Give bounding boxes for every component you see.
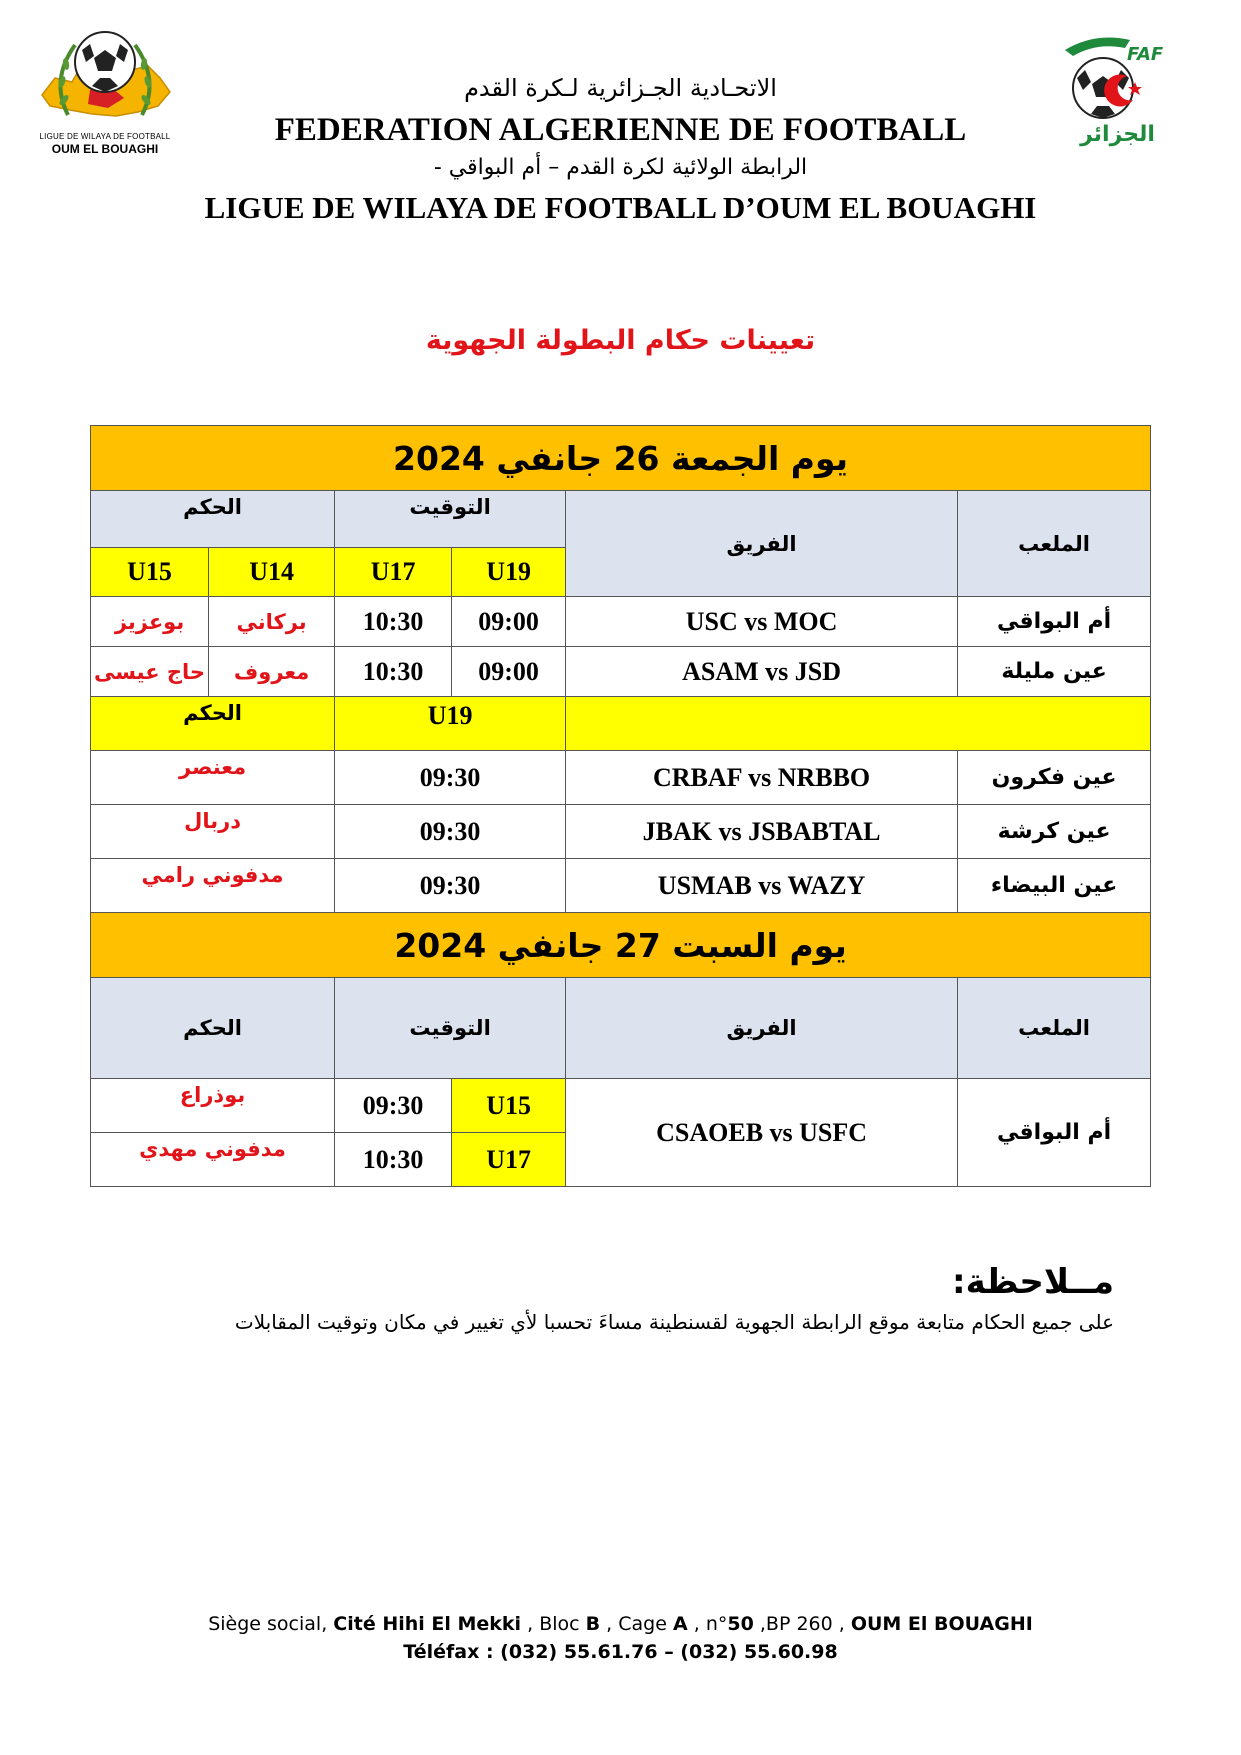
stadium-cell: عين فكرون [958,751,1151,805]
group2-referee-header: الحكم [91,697,335,751]
category-cell: U15 [452,1079,566,1133]
referee-cell: بركاني [209,597,335,647]
match-cell: JBAK vs JSBABTAL [566,805,958,859]
category-u14: U14 [209,548,335,597]
stadium-cell: عين كرشة [958,805,1151,859]
day-row [91,426,1151,491]
footer-cage-label: Cage [618,1613,667,1635]
referee-cell: بوذراع [91,1079,335,1133]
table-row [91,805,1151,859]
table-row [91,751,1151,805]
league-logo-caption-1: LIGUE DE WILAYA DE FOOTBALL [39,132,171,141]
footer-address: Siège social, Cité Hihi El Mekki , Bloc B , Cage A , n°50 ,BP 260 , OUM El BOUAGHI [208,1613,1033,1635]
group2-empty-cell [566,697,1151,751]
header-row [91,978,1151,1079]
time-cell: 09:00 [452,647,566,697]
footer-num-label: n° [705,1613,728,1635]
referee-cell: بوعزيز [91,597,209,647]
header-referee: الحكم [91,978,335,1079]
stadium-cell: أم البواقي [958,597,1151,647]
federation-logo-caption: الجزائر [1080,122,1155,147]
referee-assignment-table [90,425,1151,1187]
footer-bloc: B [585,1613,601,1635]
day2-label: يوم السبت 27 جانفي 2024 [91,913,1151,978]
note-text: على جميع الحكام متابعة موقع الرابطة الجهوية لقسنطينة مساءَ تحسبا لأي تغيير في مكان وتوقيت المقابلات [234,1310,1114,1334]
footer-bp: BP 260 [765,1613,833,1635]
time-cell: 09:30 [335,805,566,859]
league-name-french: LIGUE DE WILAYA DE FOOTBALL D’OUM EL BOUAGHI [204,190,1037,225]
time-cell: 10:30 [335,597,452,647]
footer-city: OUM El BOUAGHI [850,1613,1033,1635]
header-referee: الحكم [91,491,335,548]
table-row [91,859,1151,913]
referee-cell: مدفوني مهدي [91,1133,335,1187]
referee-cell: مدفوني رامي [91,859,335,913]
faf-mark: FAF [1127,44,1164,65]
time-cell: 09:00 [452,597,566,647]
header-time: التوقيت [335,978,566,1079]
footer-siege-label: Siège social, [208,1613,328,1635]
header-team: الفريق [566,978,958,1079]
header-row [91,491,1151,548]
document-title: تعيينات حكام البطولة الجهوية [425,325,816,356]
header-stadium: الملعب [958,978,1151,1079]
footer-num: 50 [727,1613,754,1635]
league-name-arabic: الرابطة الولائية لكرة القدم – أم البواقي - [433,155,808,180]
footer-bloc-label: Bloc [539,1613,580,1635]
table-row [91,647,1151,697]
table-row [91,597,1151,647]
category-u15: U15 [91,548,209,597]
category-cell: U17 [452,1133,566,1187]
footer-cage: A [672,1613,688,1635]
referee-cell: معروف [209,647,335,697]
time-cell: 09:30 [335,859,566,913]
match-cell: USMAB vs WAZY [566,859,958,913]
league-logo-caption-2: OUM EL BOUAGHI [51,142,159,156]
stadium-cell: عين مليلة [958,647,1151,697]
day-row [91,913,1151,978]
time-cell: 10:30 [335,647,452,697]
header-time: التوقيت [335,491,566,548]
category-u17: U17 [335,548,452,597]
category-u19: U19 [452,548,566,597]
table-row [91,1079,1151,1133]
time-cell: 09:30 [335,751,566,805]
stadium-cell: أم البواقي [958,1079,1151,1187]
header-team: الفريق [566,491,958,597]
referee-cell: معنصر [91,751,335,805]
day1-label: يوم الجمعة 26 جانفي 2024 [91,426,1151,491]
category-row [91,697,1151,751]
match-cell: USC vs MOC [566,597,958,647]
footer-cite: Cité Hihi El Mekki [333,1613,522,1635]
federation-name-arabic: الاتحـادية الجـزائرية لـكرة القدم [464,74,777,102]
note-heading: مــلاحظة: [952,1262,1114,1302]
federation-name-french: FEDERATION ALGERIENNE DE FOOTBALL [274,112,967,148]
time-cell: 10:30 [335,1133,452,1187]
match-cell: ASAM vs JSD [566,647,958,697]
referee-cell: حاج عيسى [91,647,209,697]
footer-telefax: Téléfax : (032) 55.61.76 – (032) 55.60.98 [403,1641,838,1663]
match-cell: CSAOEB vs USFC [566,1079,958,1187]
match-cell: CRBAF vs NRBBO [566,751,958,805]
group2-category: U19 [335,697,566,751]
stadium-cell: عين البيضاء [958,859,1151,913]
header-stadium: الملعب [958,491,1151,597]
time-cell: 09:30 [335,1079,452,1133]
referee-cell: دربال [91,805,335,859]
